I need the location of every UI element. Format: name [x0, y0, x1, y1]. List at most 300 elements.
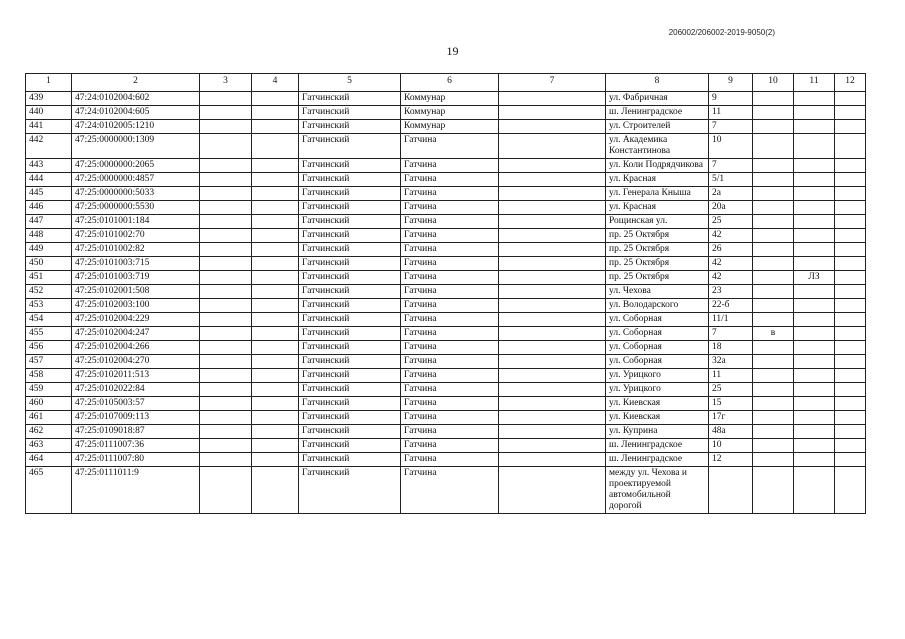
table-cell: Гатчина: [401, 439, 499, 453]
table-cell: 32а: [709, 355, 753, 369]
table-cell: [753, 369, 794, 383]
table-cell: [252, 120, 299, 134]
table-row: [26, 425, 866, 439]
table-cell: 449: [26, 243, 72, 257]
table-cell: ул. Урицкого: [606, 383, 709, 397]
table-cell: 47:25:0000000:5033: [72, 187, 200, 201]
table-row: [26, 439, 866, 453]
table-header-row: [26, 74, 866, 92]
table-cell: [252, 341, 299, 355]
table-cell: Гатчина: [401, 271, 499, 285]
table-cell: 42: [709, 271, 753, 285]
table-cell: [499, 299, 606, 313]
table-cell: 451: [26, 271, 72, 285]
table-cell: [835, 341, 866, 355]
table-cell: 47:25:0101002:70: [72, 229, 200, 243]
table-cell: [252, 173, 299, 187]
table-cell: ул. Урицкого: [606, 369, 709, 383]
table-cell: [794, 187, 835, 201]
table-cell: [835, 285, 866, 299]
table-cell: 464: [26, 453, 72, 467]
table-row: [26, 299, 866, 313]
table-cell: [794, 285, 835, 299]
table-cell: Гатчина: [401, 134, 499, 159]
table-cell: Гатчина: [401, 299, 499, 313]
table-cell: 23: [709, 285, 753, 299]
table-cell: 445: [26, 187, 72, 201]
table-cell: 450: [26, 257, 72, 271]
table-cell: 47:25:0101002:82: [72, 243, 200, 257]
table-cell: Гатчинский: [299, 355, 401, 369]
table-cell: [252, 215, 299, 229]
table-cell: Гатчинский: [299, 215, 401, 229]
table-row: [26, 187, 866, 201]
table-cell: Коммунар: [401, 106, 499, 120]
table-cell: [835, 439, 866, 453]
table-row: [26, 271, 866, 285]
table-cell: [709, 467, 753, 514]
table-cell: Коммунар: [401, 92, 499, 106]
table-cell: ул. Володарского: [606, 299, 709, 313]
table-cell: Гатчинский: [299, 187, 401, 201]
table-cell: [499, 271, 606, 285]
table-row: [26, 411, 866, 425]
table-cell: ул. Строителей: [606, 120, 709, 134]
table-cell: Гатчина: [401, 229, 499, 243]
table-cell: [499, 397, 606, 411]
table-cell: 47:25:0000000:1309: [72, 134, 200, 159]
table-cell: [794, 397, 835, 411]
table-cell: [835, 327, 866, 341]
table-cell: 47:25:0101003:719: [72, 271, 200, 285]
table-cell: Гатчинский: [299, 134, 401, 159]
table-cell: [499, 120, 606, 134]
table-cell: [835, 92, 866, 106]
table-cell: 443: [26, 159, 72, 173]
table-cell: [794, 355, 835, 369]
table-cell: [835, 229, 866, 243]
table-cell: [794, 257, 835, 271]
column-header-8: 8: [606, 74, 709, 92]
table-cell: [835, 215, 866, 229]
table-cell: [794, 106, 835, 120]
table-cell: [252, 369, 299, 383]
table-cell: ул. Киевская: [606, 411, 709, 425]
table-cell: [499, 369, 606, 383]
table-cell: [794, 159, 835, 173]
table-row: [26, 313, 866, 327]
table-cell: Гатчина: [401, 243, 499, 257]
column-header-2: 2: [72, 74, 200, 92]
registry-table: [25, 73, 866, 514]
table-cell: [252, 257, 299, 271]
table-cell: [753, 439, 794, 453]
table-row: [26, 92, 866, 106]
table-cell: [200, 299, 252, 313]
table-cell: ул. Красная: [606, 201, 709, 215]
table-cell: Коммунар: [401, 120, 499, 134]
table-cell: ул. Куприна: [606, 425, 709, 439]
table-cell: Гатчинский: [299, 92, 401, 106]
table-row: [26, 369, 866, 383]
table-cell: [499, 341, 606, 355]
table-cell: [499, 425, 606, 439]
table-cell: Гатчинский: [299, 120, 401, 134]
table-cell: 48а: [709, 425, 753, 439]
table-cell: 47:25:0111007:36: [72, 439, 200, 453]
table-cell: [200, 120, 252, 134]
table-cell: [499, 215, 606, 229]
table-cell: [794, 383, 835, 397]
table-cell: 7: [709, 120, 753, 134]
column-header-11: 11: [794, 74, 835, 92]
table-cell: [835, 383, 866, 397]
table-cell: [794, 134, 835, 159]
table-cell: [753, 243, 794, 257]
table-cell: [835, 201, 866, 215]
table-row: [26, 215, 866, 229]
table-cell: 463: [26, 439, 72, 453]
table-cell: [200, 229, 252, 243]
table-cell: Гатчина: [401, 425, 499, 439]
table-cell: [499, 355, 606, 369]
table-cell: 9: [709, 92, 753, 106]
table-cell: Гатчинский: [299, 106, 401, 120]
table-cell: 18: [709, 341, 753, 355]
table-cell: [753, 257, 794, 271]
table-cell: [794, 313, 835, 327]
table-body: [26, 92, 866, 514]
table-cell: [200, 187, 252, 201]
table-cell: 47:25:0102011:513: [72, 369, 200, 383]
table-cell: Гатчинский: [299, 411, 401, 425]
table-cell: [794, 173, 835, 187]
table-cell: 47:24:0102005:1210: [72, 120, 200, 134]
table-cell: 12: [709, 453, 753, 467]
table-cell: [252, 411, 299, 425]
table-cell: [200, 215, 252, 229]
table-cell: [835, 134, 866, 159]
table-cell: 47:25:0109018:87: [72, 425, 200, 439]
table-cell: Гатчинский: [299, 453, 401, 467]
table-cell: ул. Фабричная: [606, 92, 709, 106]
table-cell: Гатчинский: [299, 327, 401, 341]
table-row: [26, 229, 866, 243]
table-cell: [200, 397, 252, 411]
table-cell: [200, 134, 252, 159]
table-cell: [753, 215, 794, 229]
table-cell: [200, 92, 252, 106]
table-cell: пр. 25 Октября: [606, 243, 709, 257]
table-cell: ул. Соборная: [606, 313, 709, 327]
table-cell: [252, 92, 299, 106]
table-cell: [753, 187, 794, 201]
page-number: 19: [446, 44, 459, 58]
table-cell: [835, 271, 866, 285]
table-cell: [794, 327, 835, 341]
table-cell: Гатчинский: [299, 271, 401, 285]
table-cell: 22-б: [709, 299, 753, 313]
table-cell: 47:25:0102001:508: [72, 285, 200, 299]
table-cell: 439: [26, 92, 72, 106]
table-cell: [835, 467, 866, 514]
table-cell: Гатчинский: [299, 369, 401, 383]
table-cell: 447: [26, 215, 72, 229]
table-row: [26, 173, 866, 187]
table-cell: [200, 327, 252, 341]
table-cell: 10: [709, 134, 753, 159]
table-cell: [200, 106, 252, 120]
table-cell: [499, 243, 606, 257]
table-cell: [753, 106, 794, 120]
table-cell: 457: [26, 355, 72, 369]
table-cell: [252, 397, 299, 411]
column-header-10: 10: [753, 74, 794, 92]
table-cell: [753, 201, 794, 215]
table-cell: [499, 134, 606, 159]
table-cell: 47:25:0101003:715: [72, 257, 200, 271]
table-cell: 47:24:0102004:605: [72, 106, 200, 120]
table-cell: [200, 467, 252, 514]
table-cell: Гатчина: [401, 313, 499, 327]
table-cell: [835, 187, 866, 201]
table-cell: Гатчинский: [299, 467, 401, 514]
table-cell: [252, 187, 299, 201]
table-cell: [835, 243, 866, 257]
table-cell: [252, 201, 299, 215]
table-cell: Гатчина: [401, 215, 499, 229]
table-cell: [753, 313, 794, 327]
table-cell: 47:25:0111011:9: [72, 467, 200, 514]
table-cell: ул. Киевская: [606, 397, 709, 411]
table-cell: [794, 299, 835, 313]
table-cell: [200, 285, 252, 299]
table-cell: [252, 467, 299, 514]
table-cell: [753, 355, 794, 369]
column-header-3: 3: [200, 74, 252, 92]
table-cell: [499, 327, 606, 341]
table-cell: [252, 134, 299, 159]
table-cell: Гатчина: [401, 453, 499, 467]
table-cell: Гатчина: [401, 341, 499, 355]
table-cell: [252, 383, 299, 397]
table-cell: Гатчинский: [299, 159, 401, 173]
table-row: [26, 159, 866, 173]
table-cell: [499, 411, 606, 425]
table-cell: 25: [709, 383, 753, 397]
table-cell: [499, 383, 606, 397]
table-cell: [200, 439, 252, 453]
table-cell: ш. Ленинградское: [606, 439, 709, 453]
table-cell: [499, 313, 606, 327]
table-cell: 454: [26, 313, 72, 327]
table-cell: [794, 215, 835, 229]
table-cell: 460: [26, 397, 72, 411]
table-cell: 453: [26, 299, 72, 313]
table-cell: Гатчина: [401, 467, 499, 514]
table-cell: 452: [26, 285, 72, 299]
table-cell: 10: [709, 439, 753, 453]
table-cell: Гатчинский: [299, 425, 401, 439]
table-cell: [200, 383, 252, 397]
table-cell: Гатчинский: [299, 439, 401, 453]
table-cell: Гатчина: [401, 159, 499, 173]
table-cell: 7: [709, 327, 753, 341]
table-cell: 11: [709, 106, 753, 120]
table-cell: 444: [26, 173, 72, 187]
table-cell: 11: [709, 369, 753, 383]
table-cell: [499, 285, 606, 299]
table-cell: [200, 355, 252, 369]
table-cell: Гатчина: [401, 397, 499, 411]
table-cell: [753, 425, 794, 439]
table-cell: [794, 243, 835, 257]
table-cell: 47:25:0000000:5530: [72, 201, 200, 215]
table-cell: [835, 453, 866, 467]
table-cell: [753, 134, 794, 159]
table-cell: [252, 327, 299, 341]
table-row: [26, 134, 866, 159]
table-cell: [753, 173, 794, 187]
table-cell: 47:25:0102004:270: [72, 355, 200, 369]
table-cell: Гатчинский: [299, 229, 401, 243]
table-cell: [835, 355, 866, 369]
table-cell: 459: [26, 383, 72, 397]
table-cell: [753, 271, 794, 285]
table-cell: [252, 229, 299, 243]
table-row: [26, 327, 866, 341]
table-cell: ул. Академика Константинова: [606, 134, 709, 159]
table-cell: 5/1: [709, 173, 753, 187]
column-header-5: 5: [299, 74, 401, 92]
table-cell: 446: [26, 201, 72, 215]
table-cell: [252, 106, 299, 120]
document-id: 206002/206002-2019-9050(2): [668, 28, 775, 37]
table-cell: [499, 173, 606, 187]
column-header-9: 9: [709, 74, 753, 92]
table-cell: [200, 173, 252, 187]
table-cell: [252, 285, 299, 299]
table-cell: пр. 25 Октября: [606, 257, 709, 271]
table-cell: [753, 229, 794, 243]
table-cell: Гатчина: [401, 173, 499, 187]
column-header-12: 12: [835, 74, 866, 92]
table-cell: 47:24:0102004:602: [72, 92, 200, 106]
table-cell: [753, 120, 794, 134]
table-cell: Гатчинский: [299, 313, 401, 327]
table-cell: Гатчинский: [299, 299, 401, 313]
table-cell: [200, 159, 252, 173]
table-cell: [835, 313, 866, 327]
table-cell: [499, 187, 606, 201]
table-cell: [835, 425, 866, 439]
table-cell: 17г: [709, 411, 753, 425]
table-cell: 442: [26, 134, 72, 159]
table-cell: Рощинская ул.: [606, 215, 709, 229]
table-row: [26, 285, 866, 299]
table-cell: [835, 173, 866, 187]
table-cell: между ул. Чехова и проектируемой автомобильной дорогой: [606, 467, 709, 514]
table-cell: [252, 243, 299, 257]
table-cell: [499, 201, 606, 215]
table-cell: Гатчина: [401, 355, 499, 369]
table-cell: Гатчинский: [299, 243, 401, 257]
table-cell: 42: [709, 257, 753, 271]
table-cell: Гатчина: [401, 383, 499, 397]
table-cell: 25: [709, 215, 753, 229]
table-cell: [200, 369, 252, 383]
table-cell: в: [753, 327, 794, 341]
table-cell: Гатчинский: [299, 341, 401, 355]
table-cell: [499, 92, 606, 106]
table-cell: Гатчина: [401, 285, 499, 299]
table-cell: [200, 201, 252, 215]
table-cell: 15: [709, 397, 753, 411]
table-cell: 47:25:0102004:229: [72, 313, 200, 327]
table-cell: [753, 411, 794, 425]
table-cell: 20а: [709, 201, 753, 215]
table-cell: [252, 299, 299, 313]
column-header-7: 7: [499, 74, 606, 92]
table-cell: 455: [26, 327, 72, 341]
table-cell: [753, 383, 794, 397]
table-cell: [499, 453, 606, 467]
table-cell: 458: [26, 369, 72, 383]
table-cell: [794, 92, 835, 106]
table-cell: [794, 453, 835, 467]
table-cell: ул. Соборная: [606, 341, 709, 355]
table-cell: 47:25:0102003:100: [72, 299, 200, 313]
table-cell: [200, 257, 252, 271]
table-row: [26, 257, 866, 271]
table-row: [26, 467, 866, 514]
table-cell: [499, 159, 606, 173]
table-cell: [835, 369, 866, 383]
column-header-1: 1: [26, 74, 72, 92]
table-cell: Гатчинский: [299, 201, 401, 215]
table-cell: Гатчина: [401, 201, 499, 215]
table-cell: [499, 257, 606, 271]
table-cell: [753, 467, 794, 514]
table-cell: 47:25:0000000:2065: [72, 159, 200, 173]
table-cell: 26: [709, 243, 753, 257]
table-cell: [794, 425, 835, 439]
table-cell: 47:25:0111007:80: [72, 453, 200, 467]
table-cell: [753, 159, 794, 173]
table-cell: 465: [26, 467, 72, 514]
table-cell: [794, 120, 835, 134]
table-cell: 11/1: [709, 313, 753, 327]
table-cell: [200, 243, 252, 257]
table-cell: [835, 299, 866, 313]
table-cell: 448: [26, 229, 72, 243]
table-cell: ул. Соборная: [606, 355, 709, 369]
table-cell: Гатчинский: [299, 383, 401, 397]
table-cell: 47:25:0102022:84: [72, 383, 200, 397]
table-cell: [835, 106, 866, 120]
table-cell: [252, 425, 299, 439]
table-cell: 440: [26, 106, 72, 120]
column-header-4: 4: [252, 74, 299, 92]
table-row: [26, 355, 866, 369]
table-cell: Гатчинский: [299, 173, 401, 187]
table-row: [26, 243, 866, 257]
table-cell: Гатчина: [401, 411, 499, 425]
table-cell: ул. Красная: [606, 173, 709, 187]
table-cell: 47:25:0105003:57: [72, 397, 200, 411]
table-cell: ул. Коли Подрядчикова: [606, 159, 709, 173]
table-cell: ул. Соборная: [606, 327, 709, 341]
